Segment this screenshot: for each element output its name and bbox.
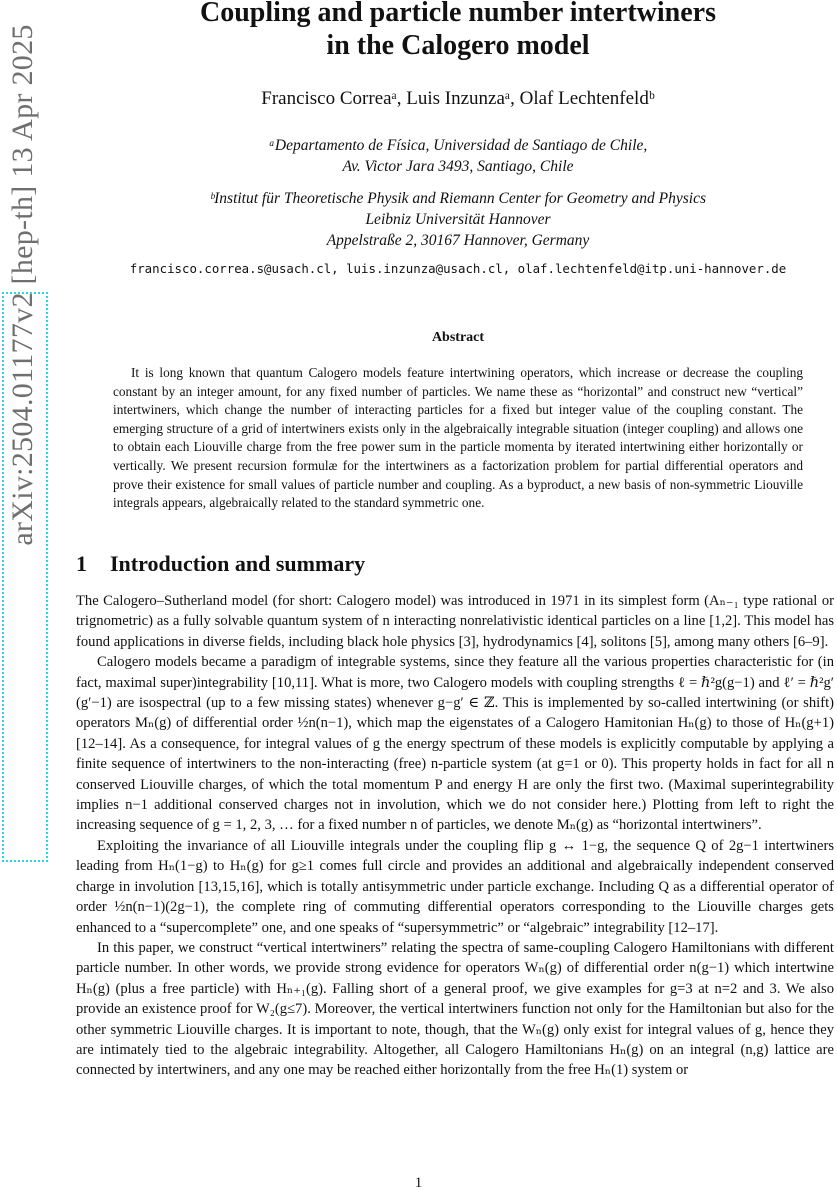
author-emails: francisco.correa.s@usach.cl, luis.inzunza@usach.cl, olaf.lechtenfeld@itp.uni-hannover.de (129, 261, 787, 276)
section-number: 1 (76, 551, 87, 576)
title-line-2: in the Calogero model (326, 30, 590, 61)
abstract-heading: Abstract (431, 330, 485, 345)
affiliation-b-line-2: Leibniz Universität Hannover (365, 211, 551, 228)
paragraph-1: The Calogero–Sutherland model (for short: Calogero model) was introduced in 1971 in its simplest form (Aₙ₋₁ type rational or trignometric) as a fully solvable quantum system of n interacting nonrelativistic identical particles on a line [1,2]. This model has found applications in diverse fields, including black hole physics [3], hydrodynamics [4], solitons [5], among many others [6–9]. (76, 593, 834, 650)
paragraph-2: Calogero models became a paradigm of integrable systems, since they feature all the various properties characteristic for (in fact, maximal super)integrability [10,11]. What is more, two Calogero models with coupling strengths ℓ = ℏ²g(g−1) and ℓ′ = ℏ²g′(g′−1) are isospectral (up to a few missing states) whenever g−g′ ∈ ℤ. This is implemented by so-called intertwining (or shift) operators Mₙ(g) of differential order ½n(n−1), which map the eigenstates of a Calogero Hamitonian Hₙ(g) to those of Hₙ(g+1) [12–14]. As a consequence, for integral values of g the energy spectrum of these models is explicitly computable by applying a finite sequence of intertwiners to the non-interacting (free) n-particle system (at g=1 or 0). This property holds in fact for all n conserved Liouville charges, of which the total momentum P and energy H are only the first two. (Maximal superintegrability implies n−1 additional conserved charges not in involution, which we do not consider here.) Plotting from left to right the increasing sequence of g = 1, 2, 3, … for a fixed number n of particles, we denote Mₙ(g) as “horizontal intertwiners”. (76, 654, 834, 834)
abstract-text: It is long known that quantum Calogero models feature intertwining operators, which increase or decrease the coupling constant by an integer amount, for any fixed number of particles. We name these as “horizontal” and construct new “vertical” intertwiners, which change the number of interacting particles for a fixed but integer value of the coupling constant. The emerging structure of a grid of intertwiners exists only in the algebraically integrable situation (integer coupling) and allows one to obtain each Liouville charge from the free power sum in the particle momenta by iterated intertwining either horizontally or vertically. We present recursion formulæ for the intertwiners as a factorization problem for partial differential operators and prove their existence for small values of particle number and coupling. As a byproduct, a new basis of non-symmetric Liouville integrals appears, algebraically related to the standard symmetric one. (113, 365, 803, 511)
affiliation-a-line-1: ᵃDepartamento de Física, Universidad de Santiago de Chile, (268, 137, 648, 154)
affiliation-b-line-3: Appelstraße 2, 30167 Hannover, Germany (326, 232, 590, 249)
section-title: Introduction and summary (110, 551, 366, 576)
affiliation-a-line-2: Av. Victor Jara 3493, Santiago, Chile (342, 158, 574, 175)
section-heading (76, 551, 365, 577)
author-list: Francisco Correaᵃ, Luis Inzunzaᵃ, Olaf Lechtenfeldᵇ (261, 88, 655, 109)
body-text (76, 591, 834, 1081)
paragraph-3: Exploiting the invariance of all Liouville integrals under the coupling flip g ↔ 1−g, the sequence Q of 2g−1 intertwiners leading from Hₙ(1−g) to Hₙ(g) for g≥1 comes full circle and provides an additional and algebraically independent conserved charge in involution [13,15,16], which is totally antisymmetric under particle exchange. Including Q as a differential operator of order ½n(n−1)(2g−1), the complete ring of commuting differential operators corresponding to the Liouville charges gets enhanced to a “supercomplete” one, and one speaks of “supersymmetric” or “algebraic” integrability [12–17]. (76, 837, 834, 936)
affiliation-b-line-1: ᵇInstitut für Theoretische Physik and Riemann Center for Geometry and Physics (209, 190, 707, 207)
title-line-1: Coupling and particle number intertwiners (200, 0, 716, 28)
affiliation-a (78, 135, 837, 177)
affiliation-b (78, 188, 837, 251)
paper-title (78, 0, 837, 62)
page-number: 1 (414, 1175, 423, 1191)
paragraph-4: In this paper, we construct “vertical intertwiners” relating the spectra of same-coupling Calogero Hamiltonians with different particle number. In other words, we provide strong evidence for operators Wₙ(g) of differential order n(g−1) which intertwine Hₙ(g) (plus a free particle) with Hₙ₊₁(g). Falling short of a general proof, we give examples for g=3 at n=2 and 3. We also provide an existence proof for W₂(g≤7). Moreover, the vertical intertwiners function not only for the Hamiltonian but also for the other symmetric Liouville charges. It is important to note, though, that the Wₙ(g) only exist for integral values of g, hence they are intimately tied to the algebraic integrability. Altogether, all Calogero Hamiltonians Hₙ(g) on an integral (n,g) lattice are connected by intertwiners, and any one may be reached either horizontally from the free Hₙ(1) system or (76, 939, 834, 1079)
arxiv-identifier: arXiv:2504.01177v2 [hep-th] 13 Apr 2025 (6, 24, 39, 546)
